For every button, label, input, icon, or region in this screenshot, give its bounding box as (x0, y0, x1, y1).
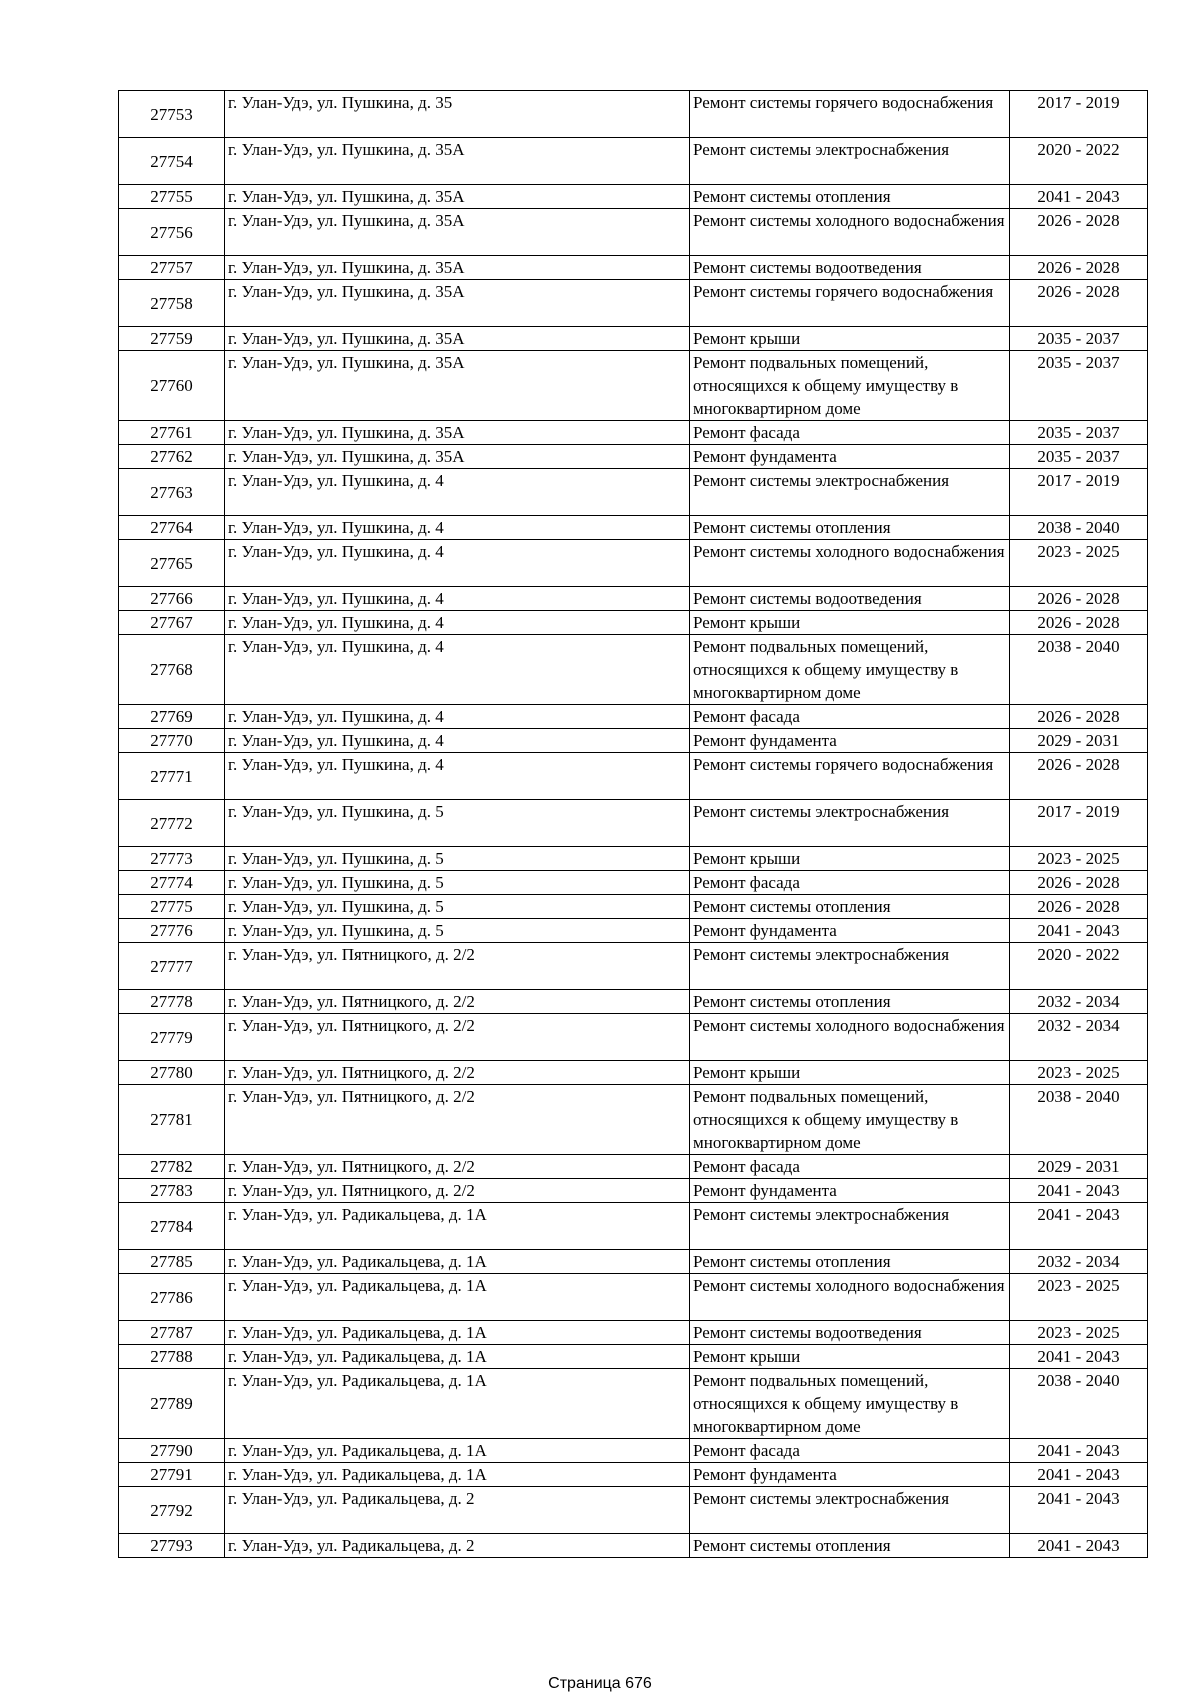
period-cell: 2023 - 2025 (1010, 540, 1148, 587)
table-row (119, 540, 1148, 587)
address-cell: г. Улан-Удэ, ул. Пушкина, д. 5 (225, 800, 690, 847)
address-cell: г. Улан-Удэ, ул. Радикальцева, д. 2 (225, 1534, 690, 1558)
period-cell: 2035 - 2037 (1010, 351, 1148, 421)
work-type-cell: Ремонт системы холодного водоснабжения (690, 209, 1010, 256)
table-body (119, 91, 1148, 1558)
period-cell: 2026 - 2028 (1010, 871, 1148, 895)
address-cell: г. Улан-Удэ, ул. Пятницкого, д. 2/2 (225, 990, 690, 1014)
table-row (119, 1487, 1148, 1534)
row-number-cell: 27788 (119, 1345, 225, 1369)
table-row (119, 1179, 1148, 1203)
table-row (119, 990, 1148, 1014)
table-row (119, 1014, 1148, 1061)
row-number-cell: 27793 (119, 1534, 225, 1558)
period-cell: 2032 - 2034 (1010, 1014, 1148, 1061)
period-cell: 2041 - 2043 (1010, 1534, 1148, 1558)
work-type-cell: Ремонт системы отопления (690, 516, 1010, 540)
work-type-cell: Ремонт системы отопления (690, 1534, 1010, 1558)
row-number-cell: 27770 (119, 729, 225, 753)
period-cell: 2026 - 2028 (1010, 895, 1148, 919)
address-cell: г. Улан-Удэ, ул. Пушкина, д. 4 (225, 729, 690, 753)
work-type-cell: Ремонт фундамента (690, 729, 1010, 753)
work-type-cell: Ремонт системы отопления (690, 1250, 1010, 1274)
period-cell: 2041 - 2043 (1010, 919, 1148, 943)
period-cell: 2032 - 2034 (1010, 1250, 1148, 1274)
period-cell: 2017 - 2019 (1010, 469, 1148, 516)
row-number-cell: 27777 (119, 943, 225, 990)
row-number-cell: 27768 (119, 635, 225, 705)
address-cell: г. Улан-Удэ, ул. Пушкина, д. 35А (225, 351, 690, 421)
address-cell: г. Улан-Удэ, ул. Радикальцева, д. 1А (225, 1463, 690, 1487)
table-row (119, 469, 1148, 516)
work-type-cell: Ремонт системы водоотведения (690, 1321, 1010, 1345)
period-cell: 2041 - 2043 (1010, 185, 1148, 209)
work-type-cell: Ремонт системы горячего водоснабжения (690, 91, 1010, 138)
table-row (119, 800, 1148, 847)
table-row (119, 1250, 1148, 1274)
table-row (119, 729, 1148, 753)
period-cell: 2041 - 2043 (1010, 1439, 1148, 1463)
period-cell: 2029 - 2031 (1010, 1155, 1148, 1179)
row-number-cell: 27785 (119, 1250, 225, 1274)
row-number-cell: 27757 (119, 256, 225, 280)
period-cell: 2038 - 2040 (1010, 1085, 1148, 1155)
table-row (119, 895, 1148, 919)
address-cell: г. Улан-Удэ, ул. Пятницкого, д. 2/2 (225, 1014, 690, 1061)
work-type-cell: Ремонт подвальных помещений, относящихся к общему имуществу в многоквартирном доме (690, 635, 1010, 705)
table-row (119, 445, 1148, 469)
table-row (119, 753, 1148, 800)
period-cell: 2035 - 2037 (1010, 421, 1148, 445)
period-cell: 2023 - 2025 (1010, 847, 1148, 871)
address-cell: г. Улан-Удэ, ул. Пушкина, д. 35А (225, 445, 690, 469)
address-cell: г. Улан-Удэ, ул. Пушкина, д. 5 (225, 871, 690, 895)
address-cell: г. Улан-Удэ, ул. Пятницкого, д. 2/2 (225, 1155, 690, 1179)
work-type-cell: Ремонт фундамента (690, 1179, 1010, 1203)
table-row (119, 516, 1148, 540)
period-cell: 2020 - 2022 (1010, 943, 1148, 990)
row-number-cell: 27775 (119, 895, 225, 919)
address-cell: г. Улан-Удэ, ул. Радикальцева, д. 1А (225, 1203, 690, 1250)
work-type-cell: Ремонт системы электроснабжения (690, 469, 1010, 516)
row-number-cell: 27783 (119, 1179, 225, 1203)
address-cell: г. Улан-Удэ, ул. Пушкина, д. 4 (225, 540, 690, 587)
table-row (119, 327, 1148, 351)
table-row (119, 91, 1148, 138)
period-cell: 2023 - 2025 (1010, 1274, 1148, 1321)
period-cell: 2035 - 2037 (1010, 327, 1148, 351)
table-row (119, 1321, 1148, 1345)
work-type-cell: Ремонт фасада (690, 705, 1010, 729)
table-row (119, 1439, 1148, 1463)
work-type-cell: Ремонт крыши (690, 611, 1010, 635)
row-number-cell: 27774 (119, 871, 225, 895)
table-row (119, 1061, 1148, 1085)
address-cell: г. Улан-Удэ, ул. Радикальцева, д. 1А (225, 1439, 690, 1463)
address-cell: г. Улан-Удэ, ул. Пушкина, д. 4 (225, 705, 690, 729)
table-row (119, 280, 1148, 327)
address-cell: г. Улан-Удэ, ул. Пушкина, д. 5 (225, 895, 690, 919)
table-row (119, 256, 1148, 280)
work-type-cell: Ремонт системы электроснабжения (690, 800, 1010, 847)
table-row (119, 635, 1148, 705)
work-type-cell: Ремонт подвальных помещений, относящихся к общему имуществу в многоквартирном доме (690, 1085, 1010, 1155)
row-number-cell: 27790 (119, 1439, 225, 1463)
table-row (119, 209, 1148, 256)
work-type-cell: Ремонт крыши (690, 847, 1010, 871)
period-cell: 2017 - 2019 (1010, 91, 1148, 138)
period-cell: 2038 - 2040 (1010, 635, 1148, 705)
row-number-cell: 27759 (119, 327, 225, 351)
table-row (119, 1274, 1148, 1321)
work-type-cell: Ремонт системы холодного водоснабжения (690, 540, 1010, 587)
work-type-cell: Ремонт системы холодного водоснабжения (690, 1274, 1010, 1321)
row-number-cell: 27781 (119, 1085, 225, 1155)
row-number-cell: 27771 (119, 753, 225, 800)
table-row (119, 1534, 1148, 1558)
row-number-cell: 27765 (119, 540, 225, 587)
period-cell: 2041 - 2043 (1010, 1345, 1148, 1369)
address-cell: г. Улан-Удэ, ул. Пушкина, д. 35А (225, 280, 690, 327)
address-cell: г. Улан-Удэ, ул. Пятницкого, д. 2/2 (225, 1061, 690, 1085)
address-cell: г. Улан-Удэ, ул. Радикальцева, д. 1А (225, 1345, 690, 1369)
row-number-cell: 27753 (119, 91, 225, 138)
period-cell: 2026 - 2028 (1010, 280, 1148, 327)
work-type-cell: Ремонт фундамента (690, 1463, 1010, 1487)
address-cell: г. Улан-Удэ, ул. Радикальцева, д. 1А (225, 1321, 690, 1345)
table-row (119, 185, 1148, 209)
row-number-cell: 27791 (119, 1463, 225, 1487)
work-type-cell: Ремонт крыши (690, 1061, 1010, 1085)
address-cell: г. Улан-Удэ, ул. Радикальцева, д. 1А (225, 1250, 690, 1274)
table-row (119, 1345, 1148, 1369)
period-cell: 2023 - 2025 (1010, 1321, 1148, 1345)
row-number-cell: 27772 (119, 800, 225, 847)
row-number-cell: 27754 (119, 138, 225, 185)
row-number-cell: 27758 (119, 280, 225, 327)
row-number-cell: 27762 (119, 445, 225, 469)
period-cell: 2023 - 2025 (1010, 1061, 1148, 1085)
row-number-cell: 27792 (119, 1487, 225, 1534)
work-type-cell: Ремонт системы электроснабжения (690, 138, 1010, 185)
table-row (119, 705, 1148, 729)
work-type-cell: Ремонт системы холодного водоснабжения (690, 1014, 1010, 1061)
work-type-cell: Ремонт системы отопления (690, 895, 1010, 919)
period-cell: 2029 - 2031 (1010, 729, 1148, 753)
address-cell: г. Улан-Удэ, ул. Пушкина, д. 35А (225, 256, 690, 280)
address-cell: г. Улан-Удэ, ул. Пятницкого, д. 2/2 (225, 1085, 690, 1155)
work-type-cell: Ремонт системы электроснабжения (690, 943, 1010, 990)
row-number-cell: 27787 (119, 1321, 225, 1345)
address-cell: г. Улан-Удэ, ул. Пушкина, д. 35А (225, 209, 690, 256)
table-row (119, 943, 1148, 990)
address-cell: г. Улан-Удэ, ул. Пушкина, д. 4 (225, 753, 690, 800)
work-type-cell: Ремонт системы отопления (690, 185, 1010, 209)
address-cell: г. Улан-Удэ, ул. Пушкина, д. 4 (225, 516, 690, 540)
work-type-cell: Ремонт системы водоотведения (690, 587, 1010, 611)
work-type-cell: Ремонт подвальных помещений, относящихся к общему имуществу в многоквартирном доме (690, 351, 1010, 421)
row-number-cell: 27789 (119, 1369, 225, 1439)
work-type-cell: Ремонт системы горячего водоснабжения (690, 280, 1010, 327)
period-cell: 2026 - 2028 (1010, 611, 1148, 635)
period-cell: 2038 - 2040 (1010, 516, 1148, 540)
period-cell: 2035 - 2037 (1010, 445, 1148, 469)
address-cell: г. Улан-Удэ, ул. Пушкина, д. 5 (225, 919, 690, 943)
address-cell: г. Улан-Удэ, ул. Радикальцева, д. 2 (225, 1487, 690, 1534)
period-cell: 2041 - 2043 (1010, 1487, 1148, 1534)
work-type-cell: Ремонт фундамента (690, 919, 1010, 943)
row-number-cell: 27784 (119, 1203, 225, 1250)
row-number-cell: 27760 (119, 351, 225, 421)
period-cell: 2017 - 2019 (1010, 800, 1148, 847)
work-type-cell: Ремонт фасада (690, 871, 1010, 895)
address-cell: г. Улан-Удэ, ул. Пушкина, д. 4 (225, 611, 690, 635)
period-cell: 2026 - 2028 (1010, 587, 1148, 611)
work-type-cell: Ремонт крыши (690, 1345, 1010, 1369)
work-type-cell: Ремонт фундамента (690, 445, 1010, 469)
address-cell: г. Улан-Удэ, ул. Пушкина, д. 4 (225, 635, 690, 705)
address-cell: г. Улан-Удэ, ул. Пушкина, д. 35А (225, 327, 690, 351)
row-number-cell: 27756 (119, 209, 225, 256)
address-cell: г. Улан-Удэ, ул. Пятницкого, д. 2/2 (225, 1179, 690, 1203)
work-type-cell: Ремонт фасада (690, 1155, 1010, 1179)
table-row (119, 587, 1148, 611)
repair-schedule-table (118, 90, 1148, 1558)
row-number-cell: 27764 (119, 516, 225, 540)
row-number-cell: 27767 (119, 611, 225, 635)
row-number-cell: 27782 (119, 1155, 225, 1179)
address-cell: г. Улан-Удэ, ул. Пушкина, д. 35А (225, 185, 690, 209)
period-cell: 2032 - 2034 (1010, 990, 1148, 1014)
address-cell: г. Улан-Удэ, ул. Радикальцева, д. 1А (225, 1369, 690, 1439)
row-number-cell: 27763 (119, 469, 225, 516)
period-cell: 2026 - 2028 (1010, 705, 1148, 729)
table-row (119, 1463, 1148, 1487)
table-row (119, 871, 1148, 895)
row-number-cell: 27773 (119, 847, 225, 871)
row-number-cell: 27761 (119, 421, 225, 445)
table-row (119, 919, 1148, 943)
period-cell: 2026 - 2028 (1010, 753, 1148, 800)
row-number-cell: 27780 (119, 1061, 225, 1085)
table-row (119, 1369, 1148, 1439)
period-cell: 2041 - 2043 (1010, 1203, 1148, 1250)
row-number-cell: 27769 (119, 705, 225, 729)
work-type-cell: Ремонт системы горячего водоснабжения (690, 753, 1010, 800)
table-row (119, 421, 1148, 445)
work-type-cell: Ремонт системы водоотведения (690, 256, 1010, 280)
work-type-cell: Ремонт фасада (690, 1439, 1010, 1463)
table-row (119, 1155, 1148, 1179)
work-type-cell: Ремонт системы электроснабжения (690, 1487, 1010, 1534)
address-cell: г. Улан-Удэ, ул. Пушкина, д. 35А (225, 138, 690, 185)
period-cell: 2041 - 2043 (1010, 1463, 1148, 1487)
period-cell: 2026 - 2028 (1010, 209, 1148, 256)
work-type-cell: Ремонт подвальных помещений, относящихся к общему имуществу в многоквартирном доме (690, 1369, 1010, 1439)
page-footer: Страница 676 (548, 1675, 652, 1692)
address-cell: г. Улан-Удэ, ул. Пушкина, д. 35 (225, 91, 690, 138)
table-row (119, 1085, 1148, 1155)
address-cell: г. Улан-Удэ, ул. Пушкина, д. 4 (225, 587, 690, 611)
address-cell: г. Улан-Удэ, ул. Радикальцева, д. 1А (225, 1274, 690, 1321)
table-row (119, 611, 1148, 635)
table-row (119, 847, 1148, 871)
address-cell: г. Улан-Удэ, ул. Пушкина, д. 35А (225, 421, 690, 445)
period-cell: 2041 - 2043 (1010, 1179, 1148, 1203)
work-type-cell: Ремонт крыши (690, 327, 1010, 351)
row-number-cell: 27776 (119, 919, 225, 943)
row-number-cell: 27766 (119, 587, 225, 611)
work-type-cell: Ремонт системы электроснабжения (690, 1203, 1010, 1250)
address-cell: г. Улан-Удэ, ул. Пушкина, д. 4 (225, 469, 690, 516)
period-cell: 2038 - 2040 (1010, 1369, 1148, 1439)
row-number-cell: 27755 (119, 185, 225, 209)
address-cell: г. Улан-Удэ, ул. Пушкина, д. 5 (225, 847, 690, 871)
period-cell: 2026 - 2028 (1010, 256, 1148, 280)
row-number-cell: 27779 (119, 1014, 225, 1061)
row-number-cell: 27786 (119, 1274, 225, 1321)
work-type-cell: Ремонт фасада (690, 421, 1010, 445)
table-row (119, 351, 1148, 421)
work-type-cell: Ремонт системы отопления (690, 990, 1010, 1014)
address-cell: г. Улан-Удэ, ул. Пятницкого, д. 2/2 (225, 943, 690, 990)
period-cell: 2020 - 2022 (1010, 138, 1148, 185)
row-number-cell: 27778 (119, 990, 225, 1014)
table-row (119, 1203, 1148, 1250)
table-row (119, 138, 1148, 185)
